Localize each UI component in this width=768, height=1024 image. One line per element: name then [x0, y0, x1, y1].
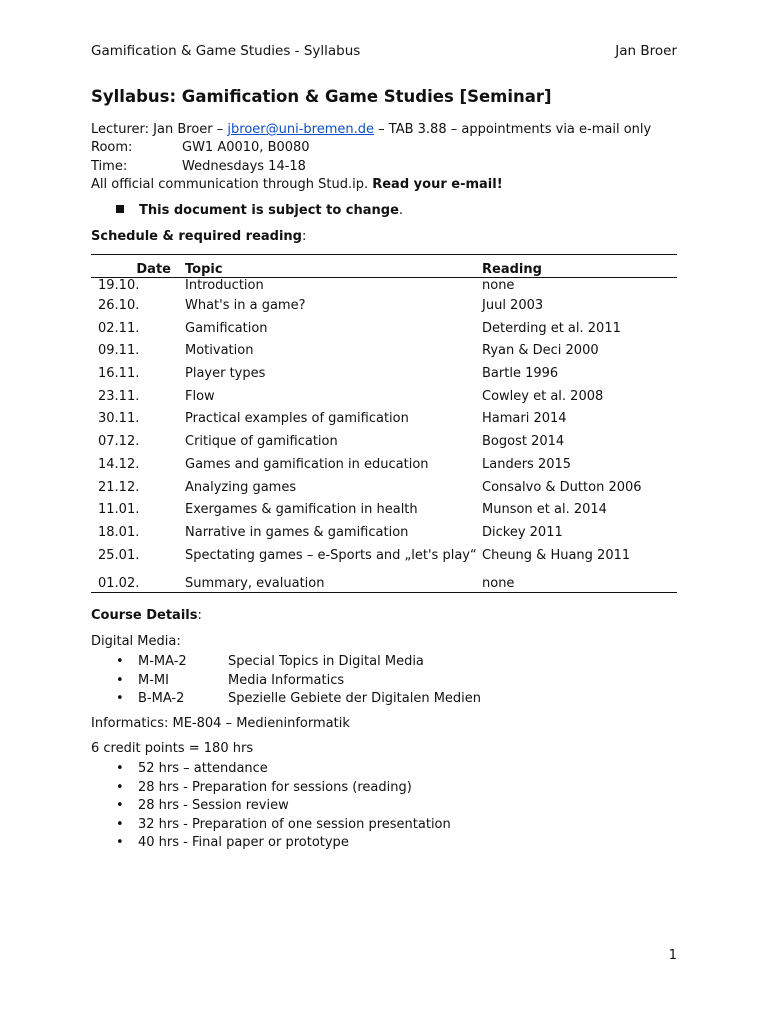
credit-item-text: 52 hrs – attendance: [138, 761, 268, 776]
cell-topic: Summary, evaluation: [185, 575, 325, 591]
list-item: [91, 672, 481, 691]
change-notice: [116, 203, 403, 218]
schedule-heading-suffix: :: [302, 229, 307, 244]
cell-topic: Critique of gamification: [185, 434, 338, 450]
informatics-line: Informatics: ME-804 – Medieninformatik: [91, 716, 350, 731]
credits-breakdown-list: [91, 760, 451, 853]
cell-topic: Exergames & gamification in health: [185, 502, 418, 518]
table-row: [91, 523, 677, 546]
cell-date: 19.10.: [98, 278, 140, 293]
cell-date: 30.11.: [98, 411, 140, 427]
cell-reading: Hamari 2014: [482, 411, 567, 427]
course-details-text: Course Details: [91, 608, 198, 623]
list-item: [91, 760, 451, 779]
cell-reading: Bartle 1996: [482, 366, 559, 382]
list-item: [91, 690, 481, 709]
table-row: [91, 278, 677, 297]
cell-date: 01.02.: [98, 575, 140, 591]
lecturer-line: [91, 122, 651, 137]
digital-media-list: [91, 653, 481, 709]
table-row: [91, 409, 677, 432]
cell-reading: Deterding et al. 2011: [482, 320, 621, 336]
header-author: Jan Broer: [615, 43, 677, 59]
module-code: M-MI: [138, 672, 169, 688]
cell-reading: Munson et al. 2014: [482, 502, 607, 518]
cell-date: 07.12.: [98, 434, 140, 450]
module-code: B-MA-2: [138, 691, 185, 707]
cell-date: 23.11.: [98, 388, 140, 404]
page-number: 1: [668, 948, 677, 963]
cell-reading: none: [482, 575, 515, 591]
credit-item-text: 28 hrs - Session review: [138, 798, 289, 814]
schedule-heading-text: Schedule & required reading: [91, 229, 302, 244]
cell-reading: Dickey 2011: [482, 524, 563, 540]
cell-topic: Spectating games – e-Sports and „let's play“: [185, 547, 477, 563]
credit-item-text: 32 hrs - Preparation of one session presentation: [138, 816, 451, 832]
cell-reading: Cheung & Huang 2011: [482, 547, 631, 563]
cell-topic: Analyzing games: [185, 479, 297, 495]
digital-media-label: Digital Media:: [91, 634, 181, 649]
cell-date: 18.01.: [98, 524, 140, 540]
cell-reading: Consalvo & Dutton 2006: [482, 479, 642, 495]
time-line: [91, 159, 306, 174]
module-name: Spezielle Gebiete der Digitalen Medien: [228, 691, 482, 707]
table-row: [91, 500, 677, 523]
table-row: [91, 364, 677, 387]
table-row: [91, 341, 677, 364]
cell-topic: Narrative in games & gamification: [185, 524, 409, 540]
table-row: [91, 432, 677, 455]
credit-item-text: 28 hrs - Preparation for sessions (reading): [138, 779, 412, 795]
cell-topic: Gamification: [185, 320, 268, 336]
square-bullet-icon: [116, 205, 124, 213]
cell-date: 16.11.: [98, 366, 140, 382]
column-header-topic: Topic: [185, 262, 223, 277]
table-row: [91, 478, 677, 501]
document-title: Syllabus: Gamification & Game Studies [Seminar]: [91, 87, 552, 106]
cell-date: 09.11.: [98, 343, 140, 359]
syllabus-page: [91, 0, 677, 1024]
cell-topic: Flow: [185, 388, 215, 404]
cell-topic: Practical examples of gamification: [185, 411, 409, 427]
column-header-reading: Reading: [482, 262, 542, 277]
lecturer-email-link[interactable]: jbroer@uni-bremen.de: [227, 122, 374, 137]
course-details-suffix: :: [197, 608, 202, 623]
cell-reading: Landers 2015: [482, 456, 572, 472]
module-name: Special Topics in Digital Media: [228, 654, 424, 669]
cell-date: 25.01.: [98, 547, 140, 563]
schedule-heading: [91, 229, 306, 244]
table-row: [91, 546, 677, 576]
list-item: [91, 816, 451, 835]
list-item: [91, 797, 451, 816]
time-value: Wednesdays 14-18: [182, 159, 306, 174]
list-item: [91, 779, 451, 798]
credit-item-text: 40 hrs - Final paper or prototype: [138, 835, 349, 851]
module-code: M-MA-2: [138, 654, 187, 669]
cell-topic: Introduction: [185, 278, 264, 293]
cell-date: 21.12.: [98, 479, 140, 495]
bullet-icon: •: [116, 691, 124, 707]
cell-reading: Ryan & Deci 2000: [482, 343, 599, 359]
bullet-icon: •: [116, 672, 124, 688]
cell-topic: Player types: [185, 366, 266, 382]
table-row: [91, 455, 677, 478]
bullet-icon: •: [116, 816, 124, 832]
list-item: [91, 834, 451, 853]
cell-date: 14.12.: [98, 456, 140, 472]
list-item: [91, 653, 481, 672]
communication-text: All official communication through Stud.ip.: [91, 177, 373, 192]
lecturer-prefix: Lecturer: Jan Broer –: [91, 122, 228, 137]
cell-date: 26.10.: [98, 298, 140, 313]
time-label: Time:: [91, 159, 128, 174]
cell-reading: Cowley et al. 2008: [482, 388, 604, 404]
table-row: [91, 296, 677, 319]
bullet-icon: •: [116, 835, 124, 851]
communication-line: [91, 177, 503, 192]
cell-reading: Bogost 2014: [482, 434, 565, 450]
column-header-date: Date: [136, 262, 171, 277]
cell-topic: Games and gamification in education: [185, 456, 429, 472]
bullet-icon: •: [116, 761, 124, 776]
page-header: [91, 43, 677, 59]
cell-reading: Juul 2003: [482, 298, 544, 313]
table-row: [91, 387, 677, 410]
lecturer-suffix: – TAB 3.88 – appointments via e-mail only: [374, 122, 652, 137]
room-label: Room:: [91, 140, 133, 155]
bullet-icon: •: [116, 798, 124, 814]
notice-text: This document is subject to change: [139, 203, 399, 218]
cell-date: 02.11.: [98, 320, 140, 336]
bullet-icon: •: [116, 654, 124, 669]
table-row: [91, 576, 677, 593]
room-value: GW1 A0010, B0080: [182, 140, 310, 155]
header-title: Gamification & Game Studies - Syllabus: [91, 43, 361, 59]
bullet-icon: •: [116, 779, 124, 795]
table-header-row: [91, 255, 677, 278]
communication-emphasis: Read your e-mail!: [372, 177, 503, 192]
room-line: [91, 140, 310, 155]
cell-topic: What's in a game?: [185, 298, 306, 313]
module-name: Media Informatics: [228, 672, 345, 688]
notice-suffix: .: [398, 203, 404, 218]
schedule-table: [91, 254, 677, 593]
table-row: [91, 319, 677, 342]
cell-reading: none: [482, 278, 515, 293]
cell-date: 11.01.: [98, 502, 140, 518]
course-details-heading: [91, 608, 202, 623]
cell-topic: Motivation: [185, 343, 254, 359]
credits-label: 6 credit points = 180 hrs: [91, 741, 254, 756]
